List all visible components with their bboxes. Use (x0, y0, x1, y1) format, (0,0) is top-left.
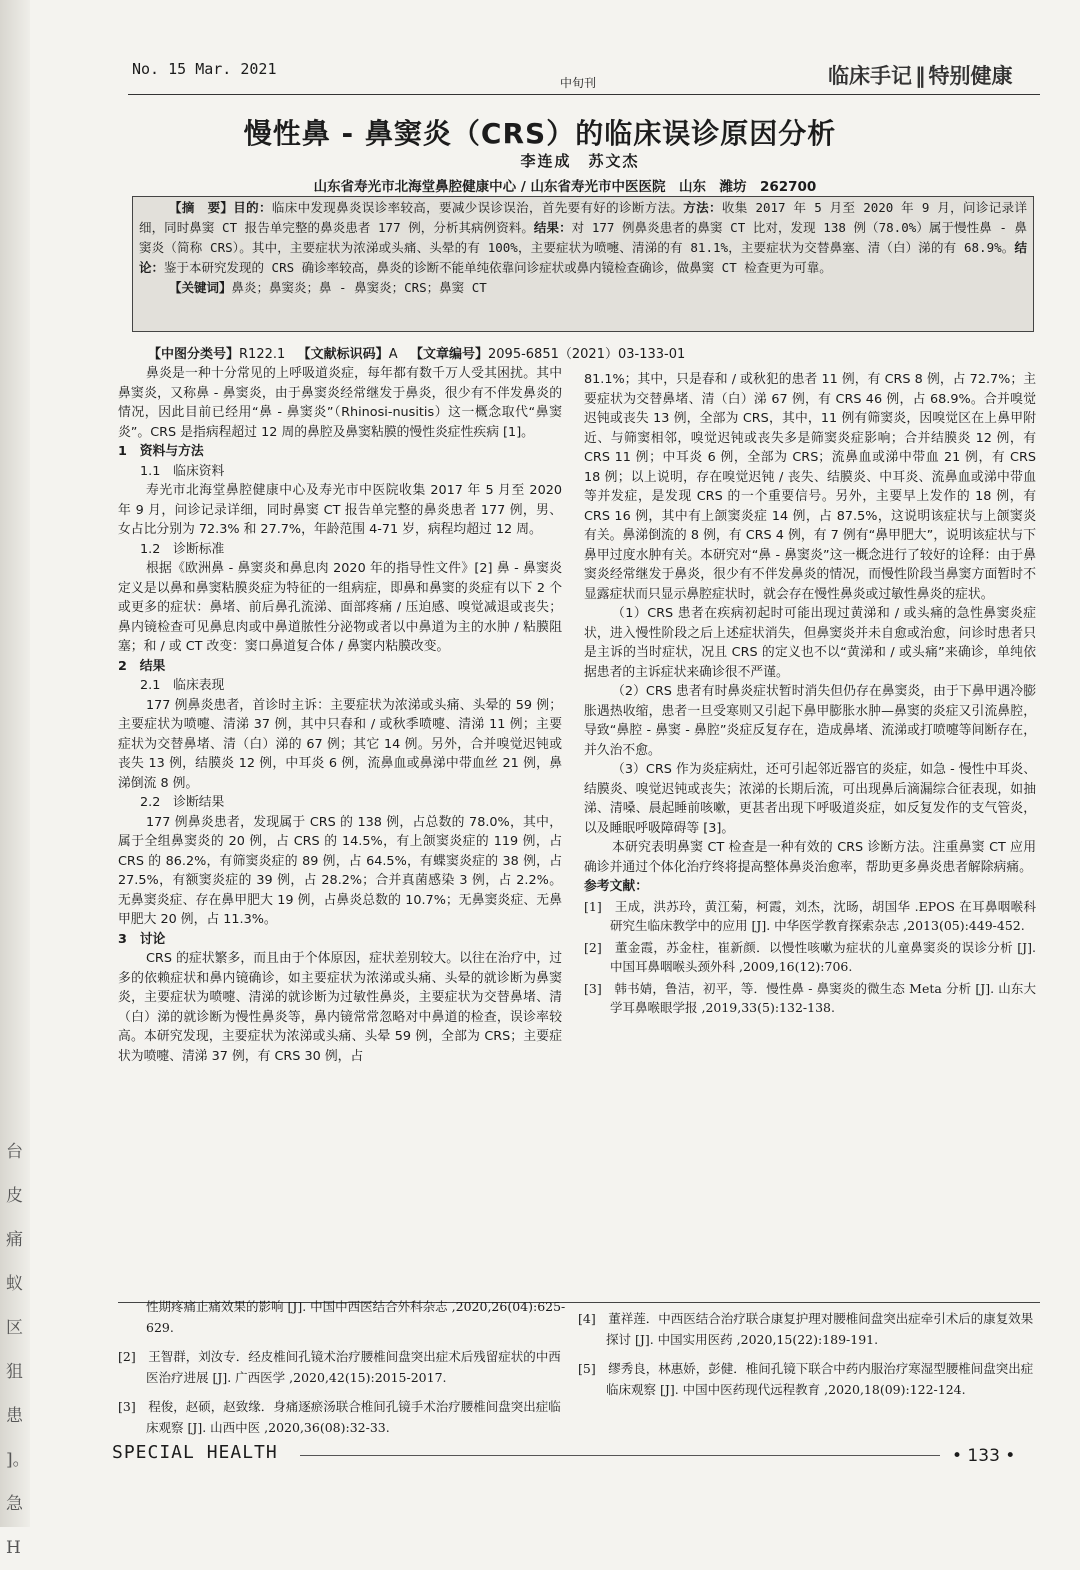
footer-rule (300, 1455, 940, 1456)
magazine-name: 特别健康 (928, 64, 1013, 88)
gutter-char: 患 (6, 1406, 23, 1426)
gutter-char: 急 (6, 1494, 23, 1514)
section-heading: 1 资料与方法 (118, 444, 204, 459)
reference-item: [4] 董祥莲．中西医结合治疗联合康复护理对腰椎间盘突出症牵引术后的康复效果探讨 [J]. 中国实用医药 ,2020,15(22):189-191. (578, 1311, 1034, 1347)
conclusion-label: 结论： (139, 240, 1027, 275)
column-name: 临床手记 (828, 64, 912, 88)
reference-item: [3] 程俊，赵硕，赵致缘．身痛逐瘀汤联合椎间孔镜手术治疗腰椎间盘突出症临床观察 [J]. 山西中医 ,2020,36(08):32-33. (118, 1399, 561, 1435)
gutter-char: 皮 (6, 1186, 23, 1206)
abstract-method: 收集 2017 年 5 月至 2020 年 9 月，问诊记录详细，同时鼻窦 CT 报告单完整的鼻炎患者 177 例，分析其病例资料。 (139, 200, 1027, 235)
abstract-conclusion: 鉴于本研究发现的 CRS 确诊率较高，鼻炎的诊断不能单纯依靠问诊症状或鼻内镜检查确诊，做鼻窦 CT 检查更为可靠。 (164, 260, 832, 275)
body-paragraph: 81.1%；其中，只是春和 / 或秋犯的患者 11 例，有 CRS 8 例，占 72.7%；主要症状为交替鼻堵、清（白）涕 67 例，有 CRS 46 例，占 68.9%。合并嗅觉迟钝或丧失 13 例，全部为 CRS，其中，11 例有筛窦炎，因嗅觉区在上鼻甲附近、与筛窦相邻，嗅觉迟钝或丧失多是筛窦炎症影响；合并结膜炎 12 例，有 CRS 11 例；中耳炎 6 例，全部为 CRS；流鼻血或涕中带血 21 例，有 CRS 18 例；以上说明，存在嗅觉迟钝 / 丧失、结膜炎、中耳炎、流鼻血或涕中带血等并发症，是发现 CRS 的一个重要信号。另外，主要早上发作的 18 例，有 CRS 16 例，其中有上颌窦炎症 14 例，占 87.5%，这说明该症状与上颌窦炎有关。鼻涕倒流的 8 例，有 CRS 4 例，有 7 例有“鼻甲肥大”，说明该症状与下鼻甲过度水肿有关。本研究对“鼻 - 鼻窦炎”这一概念进行了较好的诠释：由于鼻窦炎经常继发于鼻炎，很少有不伴发鼻炎的情况，而慢性阶段当鼻窦方面暂时不显露症状而只显示鼻腔症状时，就会存在慢性鼻炎或过敏性鼻炎的症状。 (584, 372, 1036, 602)
subsection-heading: 1.1 临床资料 (140, 463, 225, 479)
abstract-result: 对 177 例鼻炎患者的鼻窦 CT 比对，发现 138 例（78.0%）属于慢性鼻 - 鼻窦炎（简称 CRS）。其中，主要症状为浓涕或头痛、头晕的有 100%，主要症状为喷嚏、清涕的有 81.1%，主要症状为交替鼻塞、清（白）涕的有 68.9%。 (139, 220, 1027, 255)
abstract-text (139, 198, 1027, 278)
gutter-text (6, 1130, 30, 1570)
body-paragraph: （2）CRS 患者有时鼻炎症状暂时消失但仍存在鼻窦炎，由于下鼻甲遇冷膨胀遇热收缩，患者一旦受寒则又引起下鼻甲膨胀水肿—鼻窦的炎症又引流鼻腔，导致“鼻腔 - 鼻窦 - 鼻腔”炎症反复存在，造成鼻堵、流涕或打喷嚏等间断存在，并久治不愈。 (584, 684, 1036, 758)
body-paragraph: （1）CRS 患者在疾病初起时可能出现过黄涕和 / 或头痛的急性鼻窦炎症状，进入慢性阶段之后上述症状消失，但鼻窦炎并未自愈或治愈，问诊时患者只是主诉的当时症状，况且 CRS 的定义也不以“黄涕和 / 或头痛”来确诊，单纯依据患者的主诉症状来确诊很不严谨。 (584, 606, 1036, 680)
subsection-heading: 2.1 临床表现 (140, 678, 225, 693)
section-heading: 3 讨论 (118, 931, 166, 947)
doc-code-label: 【文献标识码】 (297, 347, 389, 362)
references-heading: 参考文献： (584, 879, 648, 894)
subsection-heading: 2.2 诊断结果 (140, 795, 225, 810)
binding-gutter (0, 0, 30, 1558)
gutter-char: 痛 (6, 1230, 23, 1250)
gutter-char: H (6, 1538, 21, 1558)
column-separator: ‖ (915, 64, 926, 88)
body-paragraph: 寿光市北海堂鼻腔健康中心及寿光市中医院收集 2017 年 5 月至 2020 年 9 月，问诊记录详细，同时鼻窦 CT 报告单完整的鼻炎患者 177 例，男、女占比分别为 72.3% 和 27.7%，年龄范围 4-71 岁，病程均超过 12 周。 (118, 483, 562, 537)
gutter-char: 台 (6, 1142, 23, 1162)
reference-item: 性期疼痛止痛效果的影响 [J]. 中国中西医结合外科杂志 ,2020,26(04):625-629. (146, 1299, 566, 1335)
subsection-heading: 1.2 诊断标准 (140, 541, 225, 557)
body-paragraph: 177 例鼻炎患者，首诊时主诉：主要症状为浓涕或头痛、头晕的 59 例；主要症状为喷嚏、清涕 37 例，其中只春和 / 或秋季喷嚏、清涕 11 例；主要症状为交替鼻堵、清（白）涕的 67 例；其它 14 例。另外，合并嗅觉迟钝或丧失 13 例，结膜炎 12 例，中耳炎 6 例，流鼻血或鼻涕中带血丝 21 例，鼻涕倒流 8 例。 (118, 697, 562, 791)
gutter-char: 蚁 (6, 1274, 23, 1294)
keywords-label: 【关键词】 (169, 280, 232, 295)
issue-frequency: 中旬刊 (560, 76, 597, 90)
issue-info: No. 15 Mar. 2021 (132, 60, 277, 78)
method-label: 方法： (683, 200, 722, 215)
right-column (584, 370, 1036, 1020)
reference-item: [1] 王成，洪苏玲，黄江菊，柯霞，刘杰，沈旸，胡国华 .EPOS 在耳鼻咽喉科研究生临床教学中的应用 [J]. 中华医学教育探索杂志 ,2013(05):449-452. (584, 898, 1036, 933)
keywords-line (139, 278, 1027, 298)
reference-item: [5] 缪秀良，林惠娇，彭健．椎间孔镜下联合中药内服治疗寒湿型腰椎间盘突出症临床观察 [J]. 中国中医药现代远程教育 ,2020,18(09):122-124. (578, 1361, 1034, 1397)
page-number: • 133 • (952, 1446, 1016, 1466)
gutter-char: 区 (6, 1318, 23, 1338)
column-header (828, 60, 1013, 90)
intro-paragraph: 鼻炎是一种十分常见的上呼吸道炎症，每年都有数千万人受其困扰。其中鼻窦炎，又称鼻 - 鼻窦炎，由于鼻窦炎经常继发于鼻炎，很少有不伴发鼻炎的情况，因此目前已经用“鼻 - 鼻窦炎”（Rhinosi-nusitis）这一概念取代“鼻窦炎”。CRS 是指病程超过 12 周的鼻腔及鼻窦粘膜的慢性炎症性疾病 [1]。 (118, 366, 562, 440)
article-affiliation: 山东省寿光市北海堂鼻腔健康中心 / 山东省寿光市中医医院 山东 潍坊 262700 (313, 179, 817, 195)
keywords: 鼻炎；鼻窦炎；鼻 - 鼻窦炎；CRS；鼻窦 CT (231, 280, 487, 295)
purpose-label: 目的： (233, 200, 272, 215)
abstract-purpose: 临床中发现鼻炎误诊率较高，要减少误诊误治，首先要有好的诊断方法。 (271, 200, 684, 215)
underlying-references-right (578, 1308, 1034, 1408)
header-rule (128, 94, 1040, 95)
gutter-char: ]。 (6, 1450, 30, 1470)
clc-value: R122.1 (239, 347, 286, 362)
reference-item: [3] 韩书婧，鲁洁，初平，等．慢性鼻 - 鼻窦炎的微生态 Meta 分析 [J]. 山东大学耳鼻喉眼学报 ,2019,33(5):132-138. (584, 980, 1036, 1015)
classification-line (148, 343, 685, 362)
body-paragraph: 本研究表明鼻窦 CT 检查是一种有效的 CRS 诊断方法。注重鼻窦 CT 应用确诊并通过个体化治疗终将提高整体鼻炎治愈率，帮助更多鼻炎患者解除病痛。 (584, 840, 1036, 875)
article-no-label: 【文章编号】 (410, 347, 489, 362)
body-paragraph: 177 例鼻炎患者，发现属于 CRS 的 138 例，占总数的 78.0%，其中，属于全组鼻窦炎的 20 例，占 CRS 的 14.5%，有上颌窦炎症的 119 例，占 CRS 的 86.2%，有筛窦炎症的 89 例，占 64.5%，有蝶窦炎症的 38 例，占 27.5%，有额窦炎症的 39 例，占 28.2%；合并真菌感染 3 例，占 2.2%。无鼻窦炎症、存在鼻甲肥大 19 例，占鼻炎总数的 10.7%；无鼻窦炎症、无鼻甲肥大 20 例，占 11.3%。 (118, 814, 562, 927)
clc-label: 【中图分类号】 (148, 347, 240, 362)
article-no-value: 2095-6851（2021）03-133-01 (488, 347, 686, 362)
left-column (118, 364, 562, 1066)
gutter-char: 狙 (6, 1362, 23, 1382)
doc-code-value: A (388, 347, 398, 362)
body-paragraph: 根据《欧洲鼻 - 鼻窦炎和鼻息肉 2020 年的指导性文件》[2] 鼻 - 鼻窦炎定义是以鼻和鼻窦粘膜炎症为特征的一组病症，即鼻和鼻窦的炎症有以下 2 个或更多的症状：鼻堵、前后鼻孔流涕、面部疼痛 / 压迫感、嗅觉减退或丧失；鼻内镜检查可见鼻息肉或中鼻道脓性分泌物或者以中鼻道为主的水肿 / 粘膜阻塞；和 / 或 CT 改变：窦口鼻道复合体 / 鼻窦内粘膜改变。 (118, 561, 562, 654)
body-paragraph: CRS 的症状繁多，而且由于个体原因，症状差别较大。以往在治疗中，过多的依赖症状和鼻内镜确诊，如主要症状为浓涕或头痛、头晕的就诊断为鼻窦炎，主要症状为喷嚏、清涕的就诊断为过敏性鼻炎，主要症状为交替鼻堵、清（白）涕的就诊断为慢性鼻炎等，鼻内镜常常忽略对中鼻道的检查，误诊率较高。本研究发现，主要症状为浓涕或头痛、头晕 59 例，全部为 CRS；主要症状为喷嚏、清涕 37 例，有 CRS 30 例，占 (118, 951, 562, 1064)
body-paragraph: （3）CRS 作为炎症病灶，还可引起邻近器官的炎症，如急 - 慢性中耳炎、结膜炎、嗅觉迟钝或丧失；浓涕的长期后流，可出现鼻后滴漏综合征表现，如抽涕、清嗓、晨起睡前咳嗽，更甚者出现下呼吸道炎症，如反复发作的支气管炎，以及睡眠呼吸障碍等 [3]。 (584, 762, 1036, 836)
reference-item: [2] 王智群，刘汝专．经皮椎间孔镜术治疗腰椎间盘突出症术后残留症状的中西医治疗进展 [J]. 广西医学 ,2020,42(15):2015-2017. (118, 1349, 561, 1385)
reference-item: [2] 董金霞，苏金柱，崔新颜．以慢性咳嗽为症状的儿童鼻窦炎的误诊分析 [J]. 中国耳鼻咽喉头颈外科 ,2009,16(12):706. (584, 939, 1036, 974)
result-label: 结果： (533, 220, 572, 235)
underlying-references-left (118, 1296, 566, 1446)
article-title: 慢性鼻 - 鼻窦炎（CRS）的临床误诊原因分析 (243, 117, 837, 150)
abstract-label: 【摘 要】 (169, 200, 234, 215)
footer-magazine: SPECIAL HEALTH (112, 1442, 278, 1463)
section-heading: 2 结果 (118, 658, 166, 674)
abstract-box (132, 196, 1034, 332)
article-authors: 李连成 苏文杰 (520, 152, 640, 170)
